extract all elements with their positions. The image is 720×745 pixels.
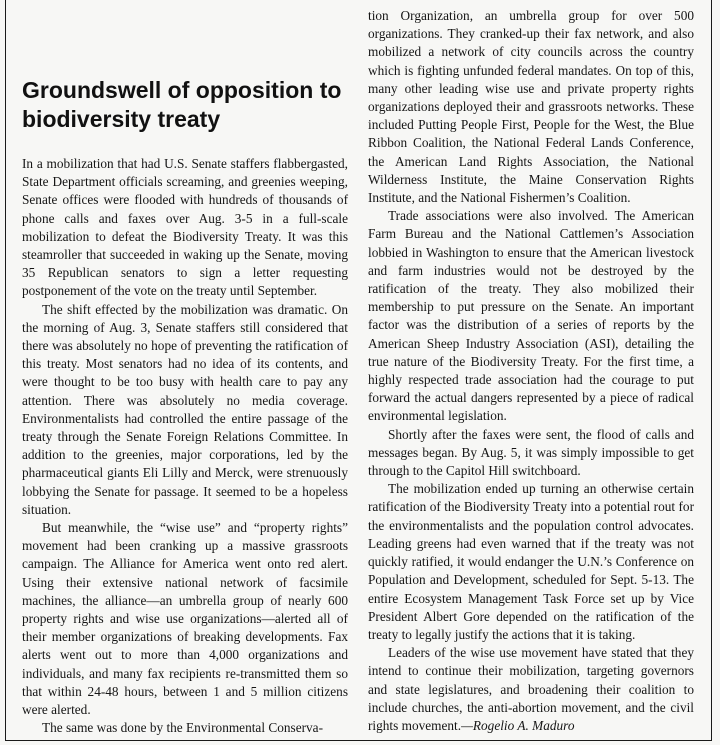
body-paragraph: But meanwhile, the “wise use” and “property rights” movement had been cranking up a massive grassroots campaign. The Alliance for America went onto red alert. Using their extensive national network of facsimile machines, the alliance—an umbrella group of nearly 600 property rights and wise use organizations—alerted all of their member organizations of breaking developments. Fax alerts went out to more than 4,000 organizations and individuals, and many fax recipients re-transmitted them so that within 24-48 hours, between 1 and 5 million citizens were alerted. bbox=[22, 520, 348, 718]
final-paragraph-text: Leaders of the wise use movement have stated that they intend to continue their mobilization, targeting governors and state legislatures, and broadening their coalition to include churches, the anti-abortion movement, and the civil rights movement. bbox=[368, 645, 694, 733]
body-paragraph: The shift effected by the mobilization was dramatic. On the morning of Aug. 3, Senate staffers still considered that there was absolutely no hope of preventing the ratification of this treaty. Most senators had no idea of its contents, and were thought to be too busy with health care to pay any attention. There was absolutely no media coverage. Environmentalists had controlled the entire passage of the treaty through the Senate Foreign Relations Committee. In addition to the greenies, major corporations, led by the pharmaceutical giants Eli Lilly and Merck, were strenuously lobbying the Senate for passage. It seemed to be a hopeless situation. bbox=[22, 301, 348, 517]
body-paragraph: In a mobilization that had U.S. Senate staffers flabbergasted, State Department officials screaming, and greenies weeping, Senate offices were flooded with hundreds of thousands of phone calls and faxes over Aug. 3-5 in a full-scale mobilization to defeat the Biodiversity Treaty. It was this steamroller that succeeded in waking up the Senate, moving 35 Republican senators to sign a letter requesting postponement of the vote on the treaty until September. bbox=[22, 156, 348, 299]
body-paragraph: The same was done by the Environmental Conserva- bbox=[42, 720, 324, 736]
article-title: Groundswell of opposition to biodiversity treaty bbox=[22, 77, 342, 132]
body-paragraph: Trade associations were also involved. The American Farm Bureau and the National Cattlemen’s Association lobbied in Washington to ensure that the American livestock and farm industries would not be destroyed by the ratification of the treaty. They also mobilized their membership to put pressure on the Senate. An important factor was the distribution of a series of reports by the American Sheep Industry Association (ASI), detailing the true nature of the Biodiversity Treaty. For the first time, a highly respected trade association had the courage to put forward the actual dangers represented by a piece of radical environmental legislation. bbox=[368, 208, 694, 424]
body-paragraph: The mobilization ended up turning an otherwise certain ratification of the Biodiversity Treaty into a potential rout for the environmentalists and the population control advocates. Leading greens had even warned that if the treaty was not quickly ratified, it would endanger the U.N.’s Conference on Population and Development, scheduled for Sept. 5-13. The entire Ecosystem Management Task Force set up by Vice President Albert Gore depended on the ratification of the treaty to legally justify the actions that it is taking. bbox=[368, 481, 694, 642]
right-column bbox=[368, 7, 694, 735]
left-column bbox=[22, 155, 348, 738]
body-paragraph-final bbox=[368, 644, 694, 735]
author-signature: —Rogelio A. Maduro bbox=[461, 717, 575, 733]
body-paragraph: Shortly after the faxes were sent, the flood of calls and messages began. By Aug. 5, it was simply impossible to get through to the Capitol Hill switchboard. bbox=[368, 426, 694, 479]
body-paragraph: tion Organization, an umbrella group for over 500 organizations. They cranked-up their fax network, and also mobilized a network of city councils across the country which is fighting unfunded federal mandates. On top of this, many other leading wise use and private property rights organizations deployed their and grassroots networks. These included Putting People First, People for the West, the Blue Ribbon Coalition, the National Federal Lands Conference, the American Land Rights Association, the National Wilderness Institute, the Maine Conservation Rights Institute, and the National Fishermen’s Coalition. bbox=[368, 8, 694, 206]
